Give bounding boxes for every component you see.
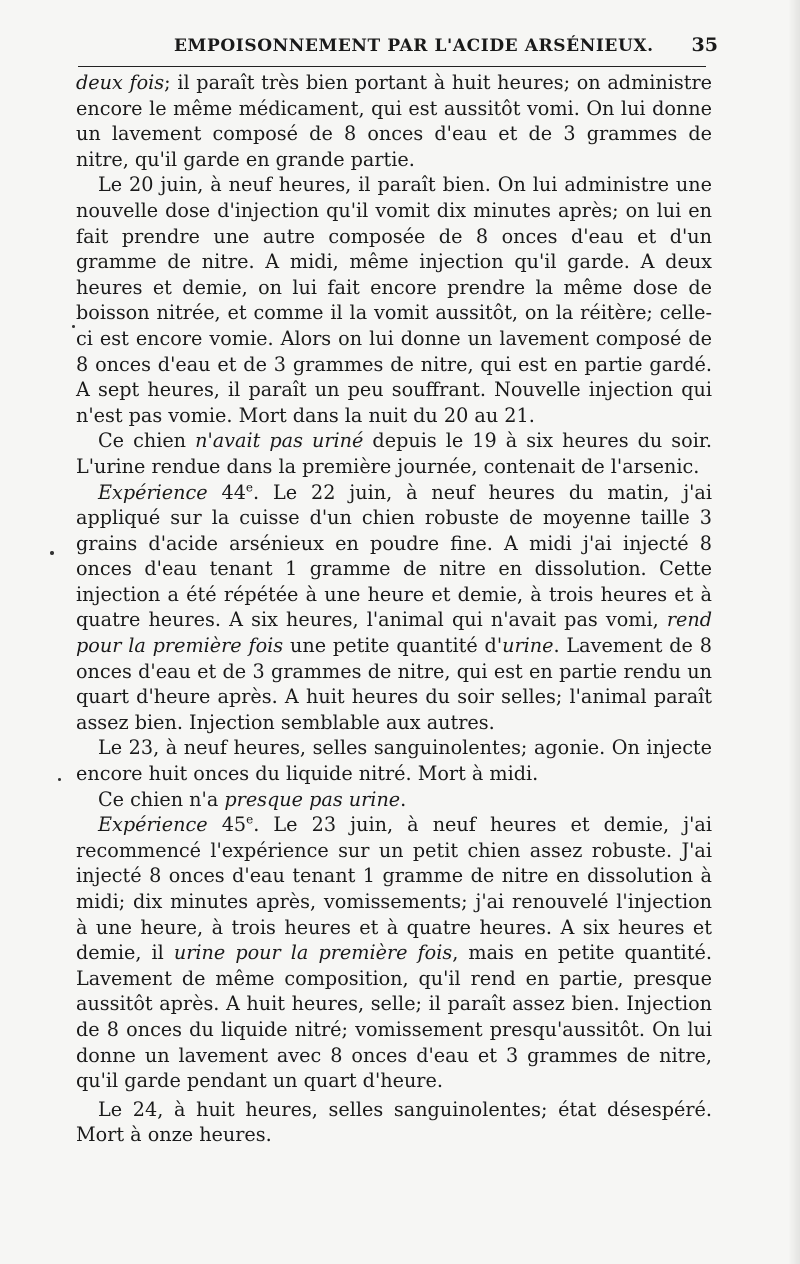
italic-text: urine pour la première fois: [173, 941, 453, 965]
superscript: e: [246, 812, 254, 827]
text-run: Le 20 juin, à neuf heures, il paraît bien. On lui administre une nouvelle dose d'injection qu'il vomit dix minutes après; on lui en fait prendre une autre composée de 8 onces d'eau et d'un gramme de nitre. A midi, même injection qu'il garde. A deux heures et demie, on lui fait encore prendre la même dose de boisson nitrée, et comme il la vomit aussitôt, on la réitère; celle-ci est encore vomie. Alors on lui donne un lavement composé de 8 onces d'eau et de 3 grammes de nitre, qui est en partie gardé. A sept heures, il paraît un peu souffrant. Nouvelle injection qui n'est pas vomie. Mort dans la nuit du 20 au 21.: [76, 173, 712, 427]
italic-text: Expérience: [98, 813, 208, 837]
page-number: 35: [691, 34, 718, 56]
text-run: 45: [207, 813, 247, 837]
text-run: Le 23, à neuf heures, selles sanguinolentes; agonie. On injecte encore huit onces du liquide nitré. Mort à midi.: [76, 736, 712, 786]
text-run: . Lavement de 8 onces d'eau et de 3 grammes de nitre, qui est en partie rendu un quart d'heure après. A huit heures du soir selles; l'animal paraît assez bien. Injection semblable aux autres.: [76, 634, 712, 734]
text-run: Le 24, à huit heures, selles sanguinolentes; état désespéré. Mort à onze heures.: [76, 1097, 712, 1147]
text-run: ; il paraît très bien portant à huit heures; on administre encore le même médicament, qui est aussitôt vomi. On lui donne un lavement composé de 8 onces d'eau et de 3 grammes de nitre, qu'il garde en grande partie.: [76, 71, 712, 171]
superscript: e: [245, 480, 254, 495]
text-run: une petite quantité d': [283, 634, 503, 658]
paragraph: [76, 1097, 712, 1148]
text-run: Ce chien n'a: [98, 787, 225, 811]
text-run: . Le 23 juin, à neuf heures et demie, j'ai recommencé l'expérience sur un petit chien assez robuste. J'ai injecté 8 onces d'eau tenant 1 gramme de nitre en dissolution à midi; dix minutes après, vomissements; j'ai renouvelé l'injection à une heure, à trois heures et à quatre heures. A six heures et demie, il: [76, 813, 713, 965]
italic-text: rend pour la première fois: [76, 608, 712, 658]
paragraph: [76, 787, 712, 813]
paragraph: [76, 172, 712, 428]
paragraph: [76, 735, 712, 786]
italic-text: presque pas urine: [224, 787, 401, 811]
paragraph: [76, 480, 712, 736]
text-run: , mais en petite quantité. Lavement de même composition, qu'il rend en partie, presque aussitôt après. A huit heures, selle; il paraît assez bien. Injection de 8 onces du liquide nitré; vomissement presqu'aussitôt. On lui donne un lavement avec 8 onces d'eau et 3 grammes de nitre, qu'il garde pendant un quart d'heure.: [76, 941, 712, 1093]
text-run: 44: [207, 480, 246, 504]
paragraph: [76, 428, 712, 479]
paragraph: [76, 812, 712, 1094]
italic-text: n'avait pas uriné: [195, 429, 364, 453]
ink-speck: [72, 325, 75, 328]
running-title: EMPOISONNEMENT PAR L'ACIDE ARSÉNIEUX.: [174, 36, 654, 56]
page-header: [78, 32, 718, 67]
page-body: [76, 70, 712, 1148]
text-run: depuis le 19 à six heures du soir. L'urine rendue dans la première journée, contenait de l'arsenic.: [76, 429, 712, 478]
text-run: .: [400, 787, 407, 811]
italic-text: Expérience: [98, 480, 208, 504]
text-run: Ce chien: [98, 429, 196, 453]
paragraph: [76, 70, 712, 172]
italic-text: deux fois: [76, 71, 165, 94]
ink-speck: [50, 551, 54, 555]
italic-text: urine: [502, 634, 554, 658]
page-edge-shadow: [788, 0, 800, 1264]
text-run: . Le 22 juin, à neuf heures du matin, j'ai appliqué sur la cuisse d'un chien robuste de moyenne taille 3 grains d'acide arsénieux en poudre fine. A midi j'ai injecté 8 onces d'eau tenant 1 gramme de nitre en dissolution. Cette injection a été répétée à une heure et demie, à trois heures et à quatre heures. A six heures, l'animal qui n'avait pas vomi,: [76, 480, 712, 632]
ink-speck: [58, 778, 61, 781]
